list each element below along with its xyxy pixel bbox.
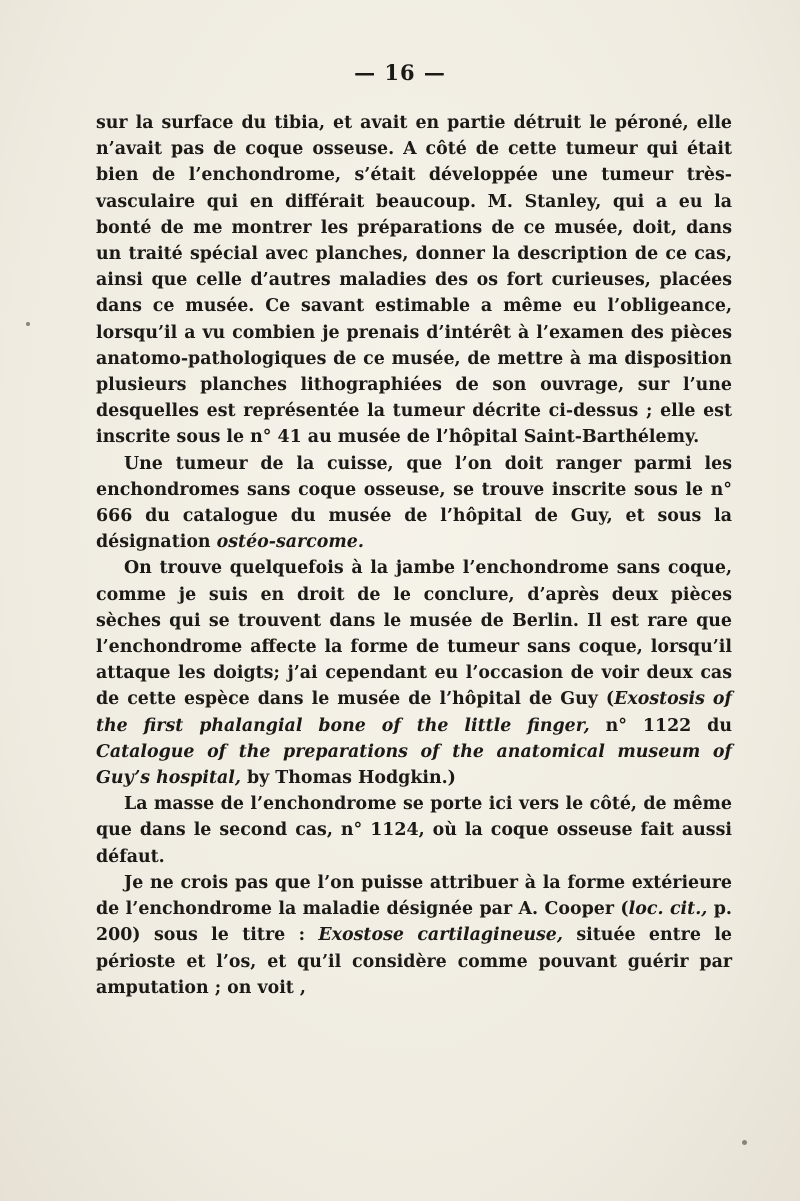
text-run: p. 200) sous le titre : xyxy=(96,899,732,946)
paragraph-3 xyxy=(96,555,732,791)
body-text xyxy=(96,110,732,1001)
italic-run: Exostose cartilagineuse, xyxy=(318,925,563,946)
text-run: La masse de l’enchondrome se porte ici vers le côté, de même que dans le second cas, n° 1124, où la coque osseuse fait aussi défaut. xyxy=(96,794,732,867)
paper-speck xyxy=(26,322,30,326)
italic-run: Exostosis of the first phalangial bone of the little finger, xyxy=(96,689,733,736)
text-run: Une tumeur de la cuisse, que l’on doit ranger parmi les enchondromes sans coque osseuse, se trouve inscrite sous le n° 666 du catalogue du musée de l’hôpital de Guy, et sous la désignation xyxy=(96,453,732,553)
paper-speck xyxy=(742,1140,747,1145)
page-number: — 16 — xyxy=(354,60,446,85)
text-run: sur la surface du tibia, et avait en partie détruit le péroné, elle n’avait pas de coque osseuse. A côté de cette tumeur qui était bien de l’enchondrome, s’était développée une tumeur très-vasculaire qui en différait beaucoup. M. Stanley, qui a eu la bonté de me montrer les préparations de ce musée, doit, dans un traité spécial avec planches, donner la description de ce cas, ainsi que celle d’autres maladies des os fort curieuses, placées dans ce musée. Ce savant estimable a même eu l’obligeance, lorsqu’il a vu combien je prenais d’intérêt à l’examen des pièces anatomo-pathologiques de ce musée, de mettre à ma disposition plusieurs planches lithographiées de son ouvrage, sur l’une desquelles est représentée la tumeur décrite ci-dessus ; elle est inscrite sous le n° 41 au musée de l’hôpital Saint-Barthélemy. xyxy=(96,113,732,448)
text-run: On trouve quelquefois à la jambe l’enchondrome sans coque, comme je suis en droit de le conclure, d’après deux pièces sèches qui se trouvent dans le musée de Berlin. Il est rare que l’enchondrome affecte la forme de tumeur sans coque, lorsqu’il attaque les doigts; j’ai cependant eu l’occasion de voir deux cas de cette espèce dans le musée de l’hôpital de Guy ( xyxy=(96,558,732,710)
text-run: située entre le périoste et l’os, et qu’il considère comme pouvant guérir par amputation ; on voit , xyxy=(96,925,732,998)
paragraph-2 xyxy=(96,451,732,556)
text-run: by Thomas Hodgkin.) xyxy=(240,768,456,789)
italic-run: Catalogue of the preparations of the anatomical museum of Guy’s hospital, xyxy=(96,741,732,789)
paragraph-1 xyxy=(96,110,732,451)
paragraph-4 xyxy=(96,791,732,870)
italic-run: loc. cit., xyxy=(628,899,708,920)
text-run: n° 1122 du xyxy=(589,715,732,736)
paragraph-5 xyxy=(96,870,732,1001)
italic-run: ostéo-sarcome. xyxy=(216,532,364,553)
text-run: Je ne crois pas que l’on puisse attribuer à la forme extérieure de l’enchondrome la maladie désignée par A. Cooper ( xyxy=(96,872,732,920)
